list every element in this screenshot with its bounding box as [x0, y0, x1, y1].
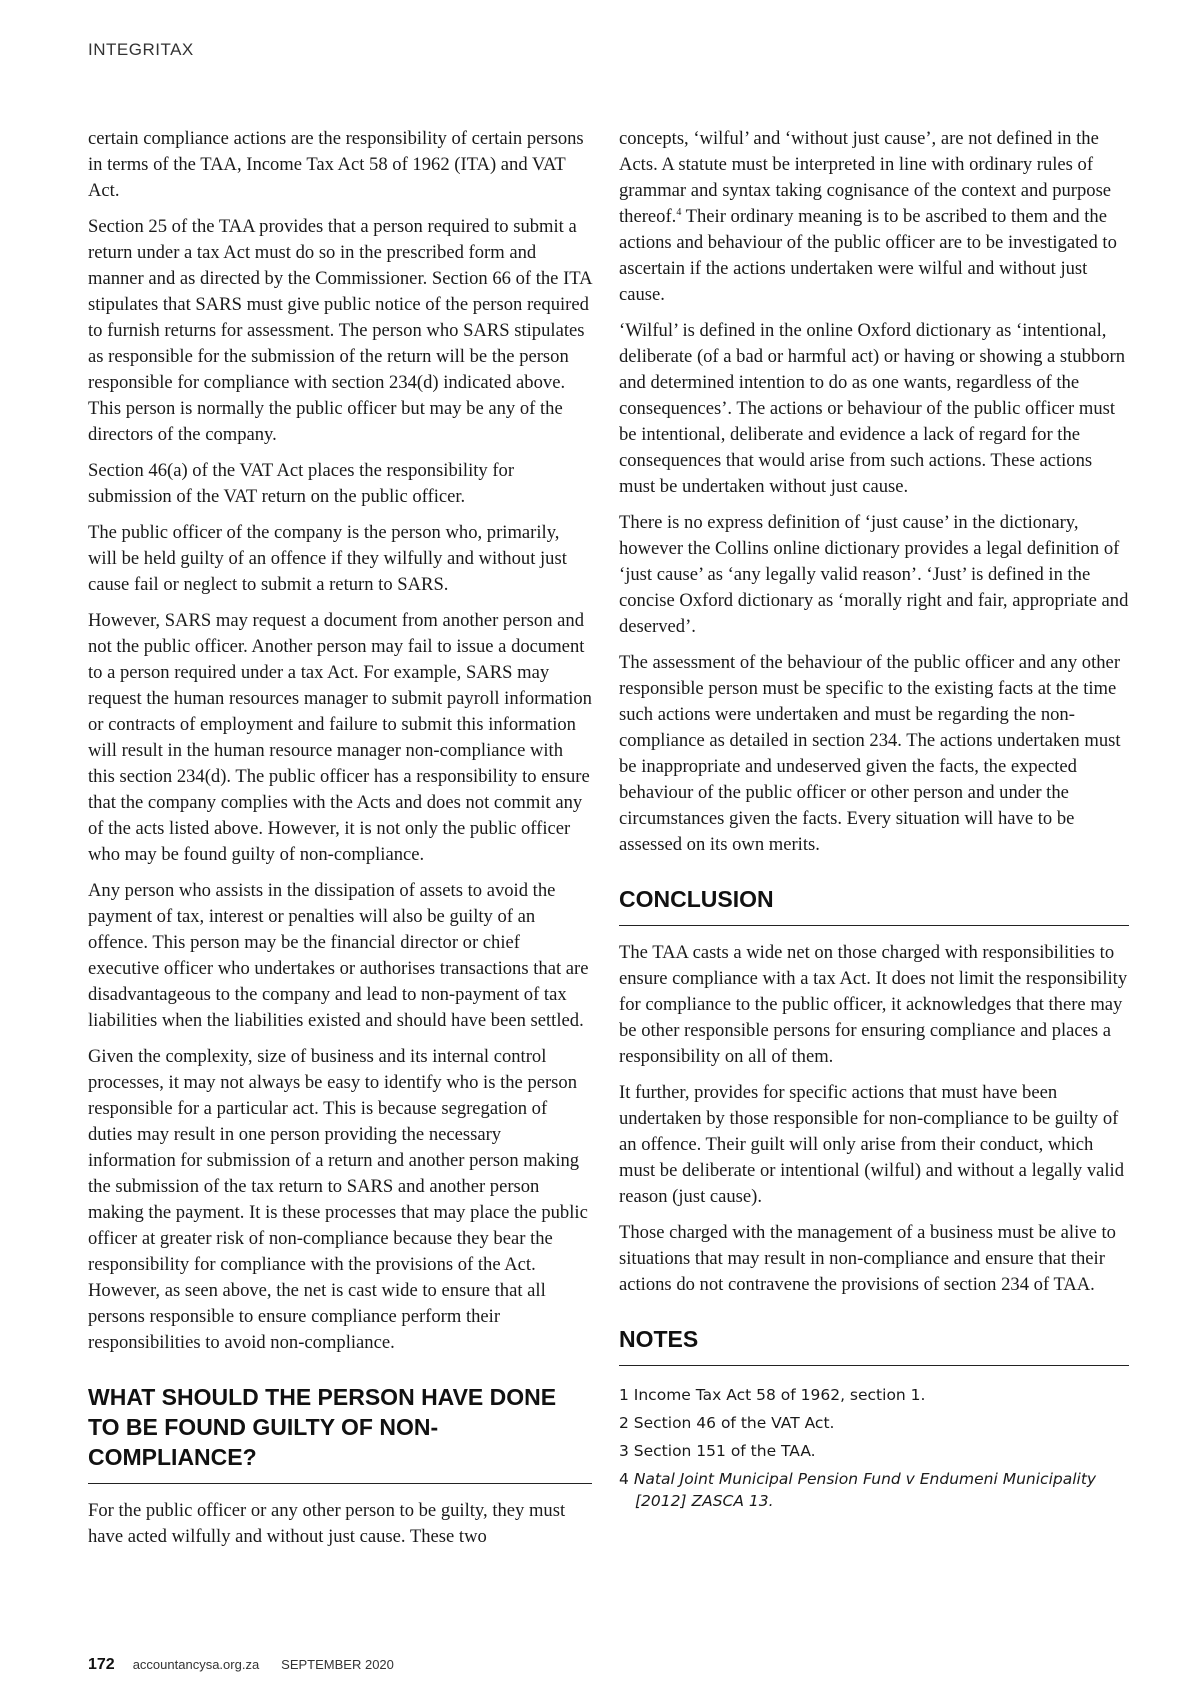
paragraph-text: Their ordinary meaning is to be ascribed to them and the actions and behaviour of the public officer are to be investigated to ascertain if the actions undertaken were wilful and without just cause.: [619, 206, 1117, 305]
section-heading-guilty: WHAT SHOULD THE PERSON HAVE DONE TO BE FOUND GUILTY OF NON-COMPLIANCE?: [88, 1382, 592, 1484]
body-paragraph: The public officer of the company is the person who, primarily, will be held guilty of an offence if they wilfully and without just cause fail or neglect to submit a return to SARS.: [88, 522, 567, 595]
body-paragraph: ‘Wilful’ is defined in the online Oxford dictionary as ‘intentional, deliberate (of a bad or harmful act) or having or showing a stubborn and determined intention to do as one wants, regardless of the consequences’. The actions or behaviour of the public officer must be intentional, deliberate and evidence a lack of regard for the consequences that would arise from such actions. These actions must be undertaken without just cause.: [619, 320, 1125, 497]
notes-list: [619, 1384, 1129, 1512]
body-paragraph: However, SARS may request a document from another person and not the public officer. Another person may fail to issue a document to a person required under a tax Act. For example, SARS may request the human resources manager to submit payroll information or contracts of employment and failure to submit this information will result in the human resource manager non-compliance with this section 234(d). The public officer has a responsibility to ensure that the company complies with the Acts and does not commit any of the acts listed above. However, it is not only the public officer who may be found guilty of non-compliance.: [88, 610, 592, 865]
note-number: 4: [619, 1470, 629, 1488]
note-item: 3 Section 151 of the TAA.: [619, 1442, 816, 1460]
note-item: 1 Income Tax Act 58 of 1962, section 1.: [619, 1386, 926, 1404]
footnote-reference: 4: [676, 206, 682, 218]
body-paragraph: Section 25 of the TAA provides that a person required to submit a return under a tax Act must do so in the prescribed form and manner and as directed by the Commissioner. Section 66 of the ITA stipulates that SARS must give public notice of the person required to furnish returns for assessment. The person who SARS stipulates as responsible for the submission of the return will be the person responsible for compliance with section 234(d) indicated above. This person is normally the public officer but may be any of the directors of the company.: [88, 216, 592, 445]
body-paragraph: It further, provides for specific actions that must have been undertaken by those responsible for non-compliance to be guilty of an offence. Their guilt will only arise from their conduct, which must be deliberate or intentional (wilful) and without a legally valid reason (just cause).: [619, 1082, 1124, 1207]
website-link[interactable]: accountancysa.org.za: [132, 1657, 260, 1672]
body-paragraph: The TAA casts a wide net on those charged with responsibilities to ensure compliance with a tax Act. It does not limit the responsibility for compliance to the public officer, it acknowledges that there may be other responsible persons for ensuring compliance and places a responsibility on all of them.: [619, 942, 1128, 1067]
section-heading-notes: NOTES: [619, 1324, 1129, 1366]
body-paragraph: Those charged with the management of a business must be alive to situations that may result in non-compliance and ensure that their actions do not contravene the provisions of section 234 of TAA.: [619, 1222, 1116, 1295]
note-item: 2 Section 46 of the VAT Act.: [619, 1414, 835, 1432]
issue-date: SEPTEMBER 2020: [281, 1657, 394, 1672]
body-paragraph: Any person who assists in the dissipation of assets to avoid the payment of tax, interest or penalties will also be guilty of an offence. This person may be the financial director or chief executive officer who undertakes or authorises transactions that are disadvantageous to the company and lead to non-payment of tax liabilities when the liabilities existed and should have been settled.: [88, 880, 589, 1031]
page-footer: [88, 1656, 394, 1674]
right-column: [619, 126, 1129, 1518]
paragraph-text: concepts, ‘wilful’ and ‘without just cause’, are not defined in the Acts. A statute must be interpreted in line with ordinary rules of grammar and syntax taking cognisance of the context and purpose thereof.: [619, 128, 1112, 227]
left-column: [88, 126, 592, 1560]
section-heading-conclusion: CONCLUSION: [619, 884, 1129, 926]
case-citation: Natal Joint Municipal Pension Fund v Endumeni Municipality [2012] ZASCA 13.: [633, 1470, 1097, 1510]
page-number: 172: [88, 1656, 115, 1673]
body-paragraph: For the public officer or any other person to be guilty, they must have acted wilfully and without just cause. These two: [88, 1500, 566, 1547]
body-paragraph: The assessment of the behaviour of the public officer and any other responsible person must be specific to the existing facts at the time such actions were undertaken and must be regarding the non-compliance as detailed in section 234. The actions undertaken must be inappropriate and undeserved given the facts, the expected behaviour of the public officer or other person and under the circumstances given the facts. Every situation will have to be assessed on its own merits.: [619, 652, 1121, 855]
note-item: [619, 1468, 1129, 1512]
body-paragraph: [619, 126, 1129, 308]
body-paragraph: Section 46(a) of the VAT Act places the responsibility for submission of the VAT return on the public officer.: [88, 460, 515, 507]
body-paragraph: certain compliance actions are the responsibility of certain persons in terms of the TAA, Income Tax Act 58 of 1962 (ITA) and VAT Act.: [88, 128, 584, 201]
publication-header: INTEGRITAX: [88, 40, 194, 59]
body-paragraph: There is no express definition of ‘just cause’ in the dictionary, however the Collins online dictionary provides a legal definition of ‘just cause’ as ‘any legally valid reason’. ‘Just’ is defined in the concise Oxford dictionary as ‘morally right and fair, appropriate and deserved’.: [619, 512, 1129, 637]
body-paragraph: Given the complexity, size of business and its internal control processes, it may not always be easy to identify who is the person responsible for a particular act. This is because segregation of duties may result in one person providing the necessary information for submission of a return and another person making the submission of the tax return to SARS and another person making the payment. It is these processes that may place the public officer at greater risk of non-compliance because they bear the responsibility for compliance with the provisions of the Act. However, as seen above, the net is cast wide to ensure that all persons responsible to ensure compliance perform their responsibilities to avoid non-compliance.: [88, 1046, 588, 1353]
